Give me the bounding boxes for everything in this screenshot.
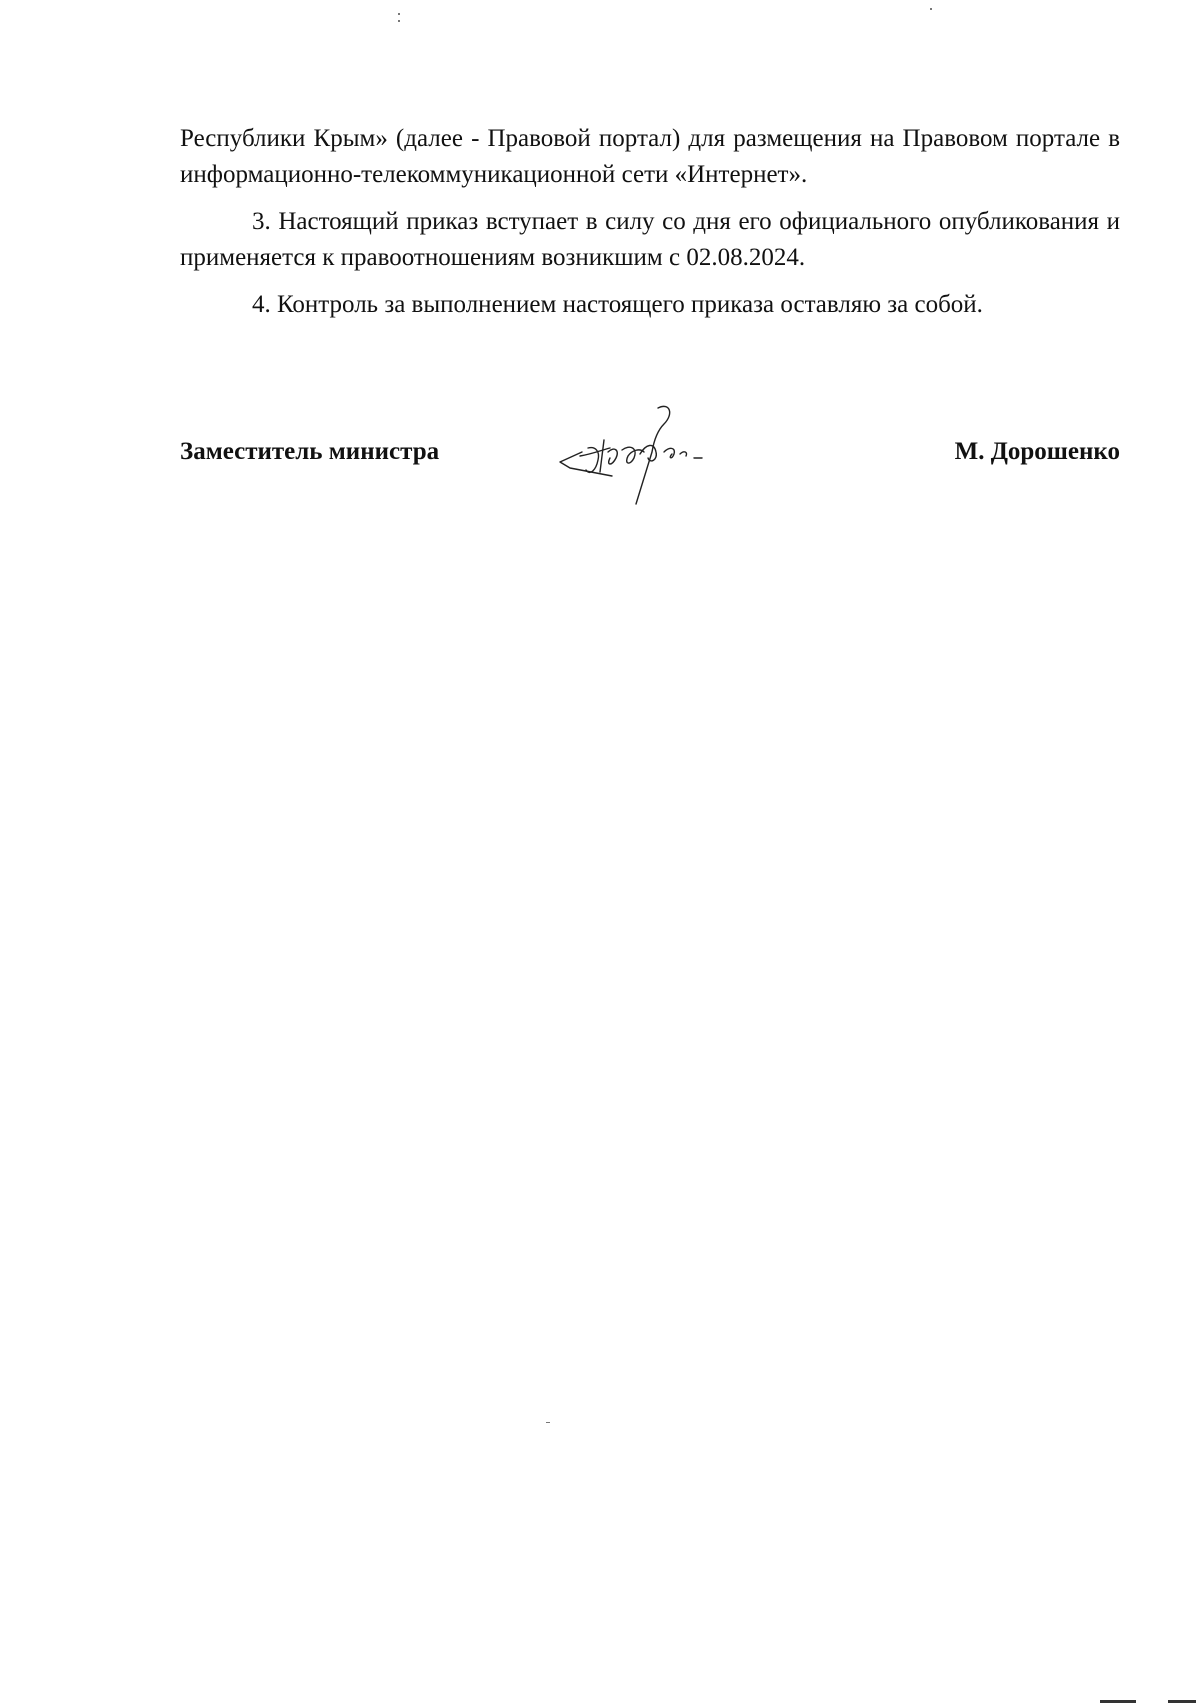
scan-speck: [398, 20, 400, 22]
signatory-position: Заместитель министра: [180, 438, 440, 465]
paragraph-portal-publication: Республики Крым» (далее - Правовой портал) для размещения на Правовом портале в информационно-телекоммуникационной сети «Интернет».: [180, 125, 1120, 188]
signatory-name: М. Дорошенко: [954, 438, 1120, 465]
scan-speck: [930, 8, 932, 10]
paragraph-entry-into-force: 3. Настоящий приказ вступает в силу со дня его официального опубликования и применяется к правоотношениям возникшим с 02.08.2024.: [180, 208, 1120, 271]
scan-speck: [546, 1422, 550, 1423]
paragraph-control: 4. Контроль за выполнением настоящего приказа оставляю за собой.: [252, 291, 983, 318]
scan-speck: [398, 13, 400, 15]
handwritten-signature: [540, 400, 760, 510]
